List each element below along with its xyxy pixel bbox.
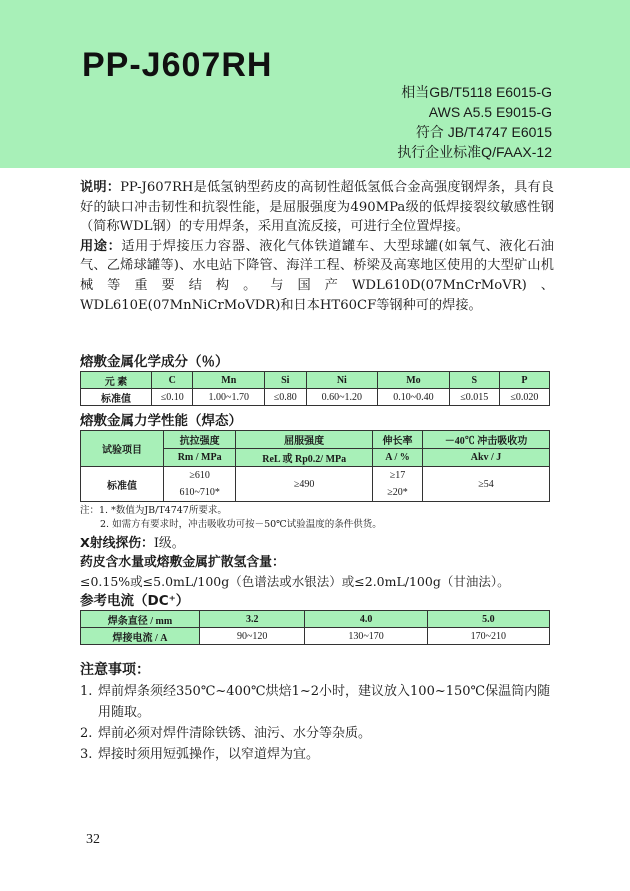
note-text: 1. *数值为JB/T4747所要求。	[99, 505, 227, 517]
usage-label: 用途：	[80, 238, 122, 254]
table-cell: 焊接电流 / A	[81, 628, 200, 645]
table-cell: 标准值	[81, 467, 164, 502]
list-item	[80, 744, 554, 765]
list-item	[80, 723, 554, 744]
table-cell: ≤0.10	[152, 389, 193, 406]
table-cell: 元 素	[81, 372, 152, 389]
table-cell: 5.0	[427, 611, 549, 628]
current-table	[80, 610, 550, 645]
note-line	[80, 504, 554, 518]
table-cell: Mn	[193, 372, 265, 389]
standard-line: AWS A5.5 E9015-G	[428, 104, 552, 120]
table-cell: 610~710*	[164, 484, 236, 502]
table-row	[81, 467, 550, 485]
table-cell: 抗拉强度	[164, 431, 236, 449]
moisture-label-line	[80, 553, 554, 572]
table-cell: 焊条直径 / mm	[81, 611, 200, 628]
table-cell: 3.2	[200, 611, 305, 628]
table-cell: S	[449, 372, 499, 389]
list-item	[80, 681, 554, 723]
table-cell: 伸长率	[373, 431, 423, 449]
table-cell: ≥17	[373, 467, 423, 485]
table-cell: ≥20*	[373, 484, 423, 502]
table-header-row	[81, 431, 550, 449]
table-cell: 屈服强度	[236, 431, 373, 449]
table-cell: ≤0.80	[265, 389, 306, 406]
table-cell: 标准值	[81, 389, 152, 406]
table-cell: Rm / MPa	[164, 449, 236, 467]
list-number: 3.	[80, 747, 93, 763]
description-text: PP-J607RH是低氢钠型药皮的高韧性超低氢低合金高强度钢焊条，具有良好的缺口冲击韧性和抗裂性能，是屈服强度为490MPa级的低焊接裂纹敏感性钢（简称WDL钢）的专用焊条，采用直流反接，可进行全位置焊接。	[80, 180, 554, 235]
xray-value: Ⅰ级。	[153, 536, 185, 552]
list-number: 1.	[80, 684, 93, 700]
table-cell: Akv / J	[423, 449, 550, 467]
main-content	[80, 178, 554, 765]
page-number: 32	[86, 832, 100, 847]
precautions-list	[80, 681, 554, 765]
table-cell: 90~120	[200, 628, 305, 645]
table-cell: 170~210	[427, 628, 549, 645]
notes-block	[80, 504, 554, 532]
list-number: 2.	[80, 726, 93, 742]
table-cell: A / %	[373, 449, 423, 467]
list-text: 焊前焊条须经350℃~400℃烘焙1~2小时，建议放入100~150℃保温筒内随用随取。	[98, 684, 551, 721]
chemistry-table	[80, 371, 550, 406]
table-row	[81, 389, 550, 406]
table-cell: P	[499, 372, 549, 389]
table-cell: ≥54	[423, 467, 550, 502]
usage-paragraph	[80, 237, 554, 315]
precautions-title: 注意事项：	[80, 662, 150, 679]
table-row	[81, 628, 550, 645]
note-line	[80, 518, 554, 532]
current-title: 参考电流（DC⁺）	[80, 593, 190, 610]
xray-line	[80, 534, 554, 553]
standard-line: 执行企业标准Q/FAAX-12	[397, 144, 552, 160]
chemistry-title: 熔敷金属化学成分（％）	[80, 354, 229, 371]
table-header-row	[81, 611, 550, 628]
note-text: 2. 如需方有要求时，冲击吸收功可按－50℃试验温度的条件供货。	[100, 519, 382, 531]
table-cell: Mo	[378, 372, 450, 389]
table-cell: 4.0	[305, 611, 427, 628]
description-paragraph	[80, 178, 554, 237]
table-cell: ReL 或 Rp0.2/ MPa	[236, 449, 373, 467]
moisture-value-line: ≤0.15%或≤5.0mL/100g（色谱法或水银法）或≤2.0mL/100g（甘油法）。	[80, 574, 510, 590]
mechanical-table	[80, 430, 550, 502]
table-cell: －40℃ 冲击吸收功	[423, 431, 550, 449]
table-cell: ≤0.015	[449, 389, 499, 406]
list-text: 焊接时须用短弧操作，以窄道焊为宜。	[98, 747, 320, 763]
table-cell: 0.10~0.40	[378, 389, 450, 406]
table-cell: C	[152, 372, 193, 389]
table-cell: 0.60~1.20	[306, 389, 378, 406]
header-banner	[0, 0, 630, 168]
table-cell: ≥490	[236, 467, 373, 502]
table-cell: 试验项目	[81, 431, 164, 467]
standard-line: 相当GB/T5118 E6015-G	[401, 84, 552, 100]
product-title: PP-J607RH	[82, 46, 273, 84]
table-cell: 130~170	[305, 628, 427, 645]
table-cell: ≤0.020	[499, 389, 549, 406]
description-label: 说明：	[80, 180, 121, 195]
list-text: 焊前必须对焊件清除铁锈、油污、水分等杂质。	[98, 726, 372, 742]
xray-label: X射线探伤：	[80, 536, 154, 552]
table-cell: Si	[265, 372, 306, 389]
mechanical-title: 熔敷金属力学性能（焊态）	[80, 413, 242, 430]
table-header-row	[81, 372, 550, 389]
standard-line: 符合 JB/T4747 E6015	[415, 124, 552, 140]
table-cell: 1.00~1.70	[193, 389, 265, 406]
standards-block	[397, 82, 552, 162]
table-cell: ≥610	[164, 467, 236, 485]
table-cell: Ni	[306, 372, 378, 389]
usage-text: 适用于焊接压力容器、液化气体铁道罐车、大型球罐(如氧气、液化石油气、乙烯球罐等)、水电站下降管、海洋工程、桥梁及高寒地区使用的大型矿山机械等重要结构。与国产WDL610D(07MnCrMoVR)、WDL610E(07MnNiCrMoVDR)和日本HT60CF等钢种可的焊接。	[80, 238, 554, 313]
moisture-label: 药皮含水量或熔敷金属扩散氢含量：	[80, 555, 285, 571]
notes-prefix: 注：	[80, 505, 100, 517]
